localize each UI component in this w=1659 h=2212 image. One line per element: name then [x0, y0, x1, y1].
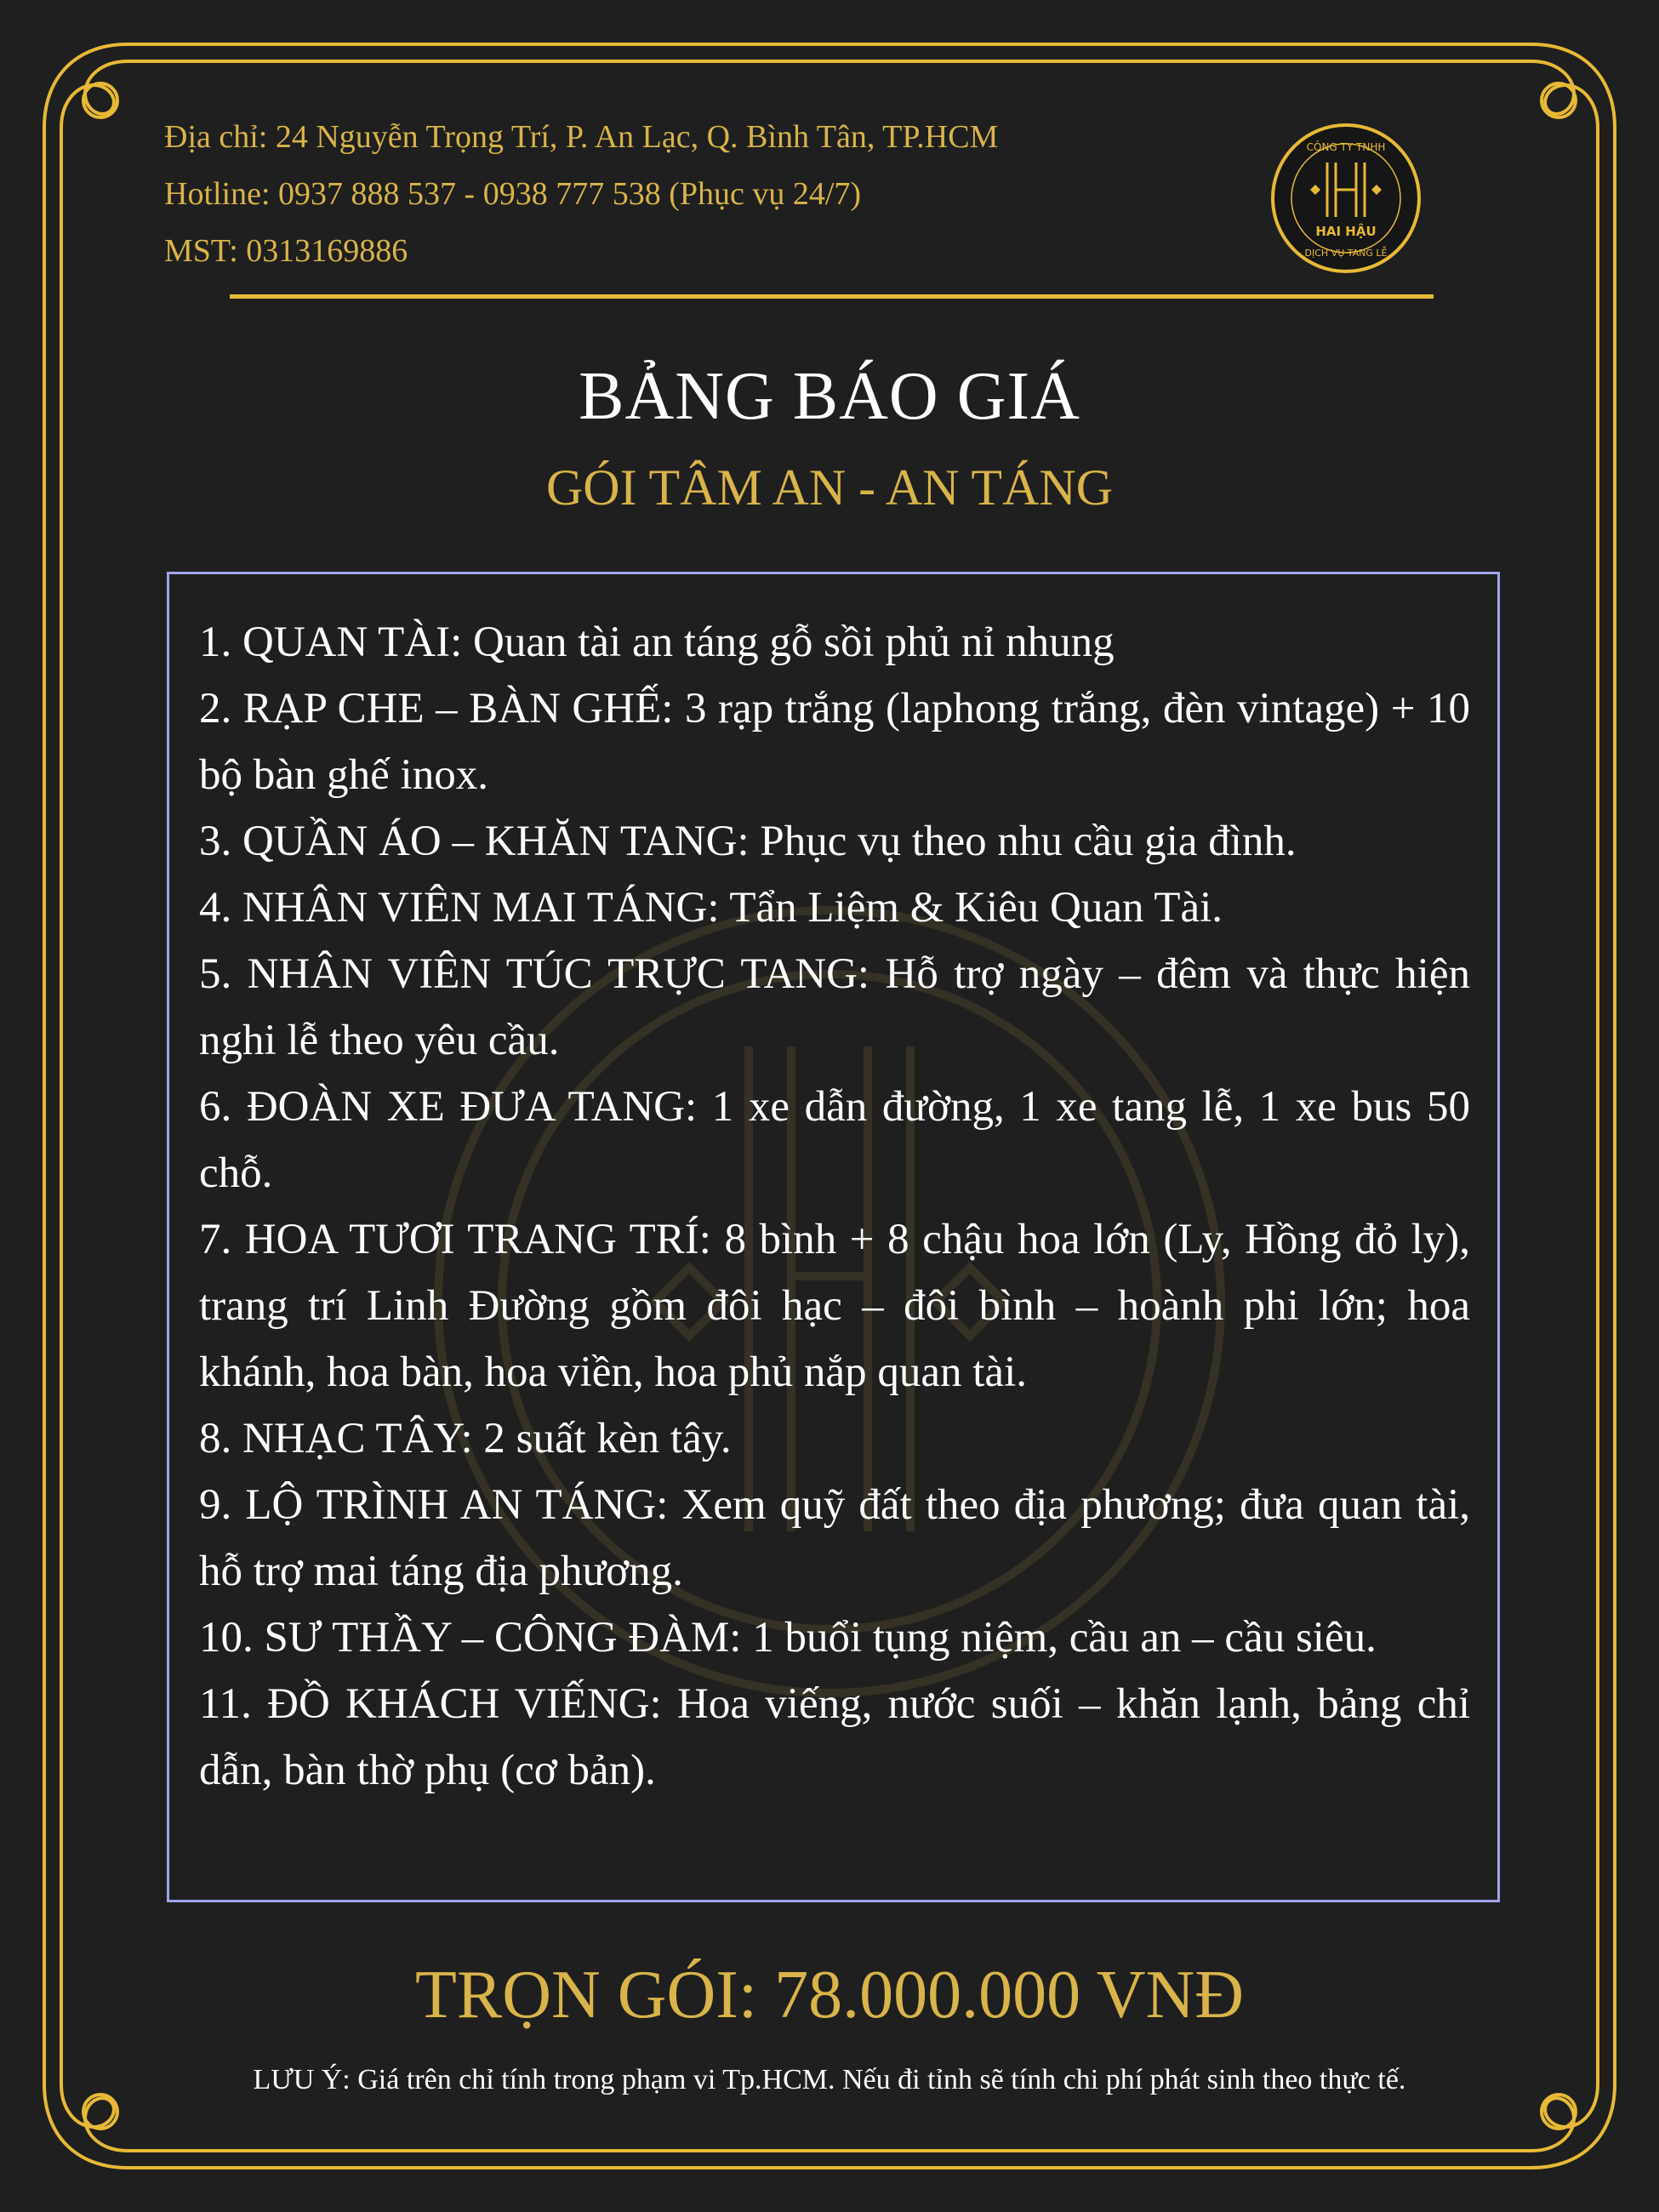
- list-item: 5. NHÂN VIÊN TÚC TRỰC TANG: Hỗ trợ ngày – đêm và thực hiện nghi lễ theo yêu cầu.: [199, 950, 1470, 1064]
- list-item: 6. ĐOÀN XE ĐƯA TANG: 1 xe dẫn đường, 1 xe tang lễ, 1 xe bus 50 chỗ.: [199, 1083, 1470, 1197]
- list-item: 8. NHẠC TÂY: 2 suất kèn tây.: [199, 1415, 732, 1462]
- header-divider: [230, 294, 1434, 299]
- address-text: Địa chỉ: 24 Nguyễn Trọng Trí, P. An Lạc, Q. Bình Tân, TP.HCM: [164, 119, 999, 155]
- logo-name-text: HAI HẬU: [1315, 224, 1377, 239]
- logo-bottom-text: DỊCH VỤ TANG LỄ: [1304, 248, 1388, 259]
- pricing-note: LƯU Ý: Giá trên chỉ tính trong phạm vi Tp.HCM. Nếu đi tỉnh sẽ tính chi phí phát sinh theo thực tế.: [253, 2064, 1406, 2095]
- list-item: 11. ĐỒ KHÁCH VIẾNG: Hoa viếng, nước suối – khăn lạnh, bảng chỉ dẫn, bàn thờ phụ (cơ bản).: [199, 1680, 1470, 1794]
- logo-top-text: CÔNG TY TNHH: [1306, 141, 1386, 153]
- company-logo: [1269, 122, 1422, 275]
- list-item: 3. QUẦN ÁO – KHĂN TANG: Phục vụ theo nhu cầu gia đình.: [199, 818, 1297, 865]
- total-price: TRỌN GÓI: 78.000.000 VNĐ: [414, 1958, 1245, 2032]
- list-item: 1. QUAN TÀI: Quan tài an táng gỗ sồi phủ nỉ nhung: [199, 619, 1115, 666]
- list-item: 4. NHÂN VIÊN MAI TÁNG: Tẩn Liệm & Kiêu Quan Tài.: [199, 884, 1223, 932]
- list-item: 2. RẠP CHE – BÀN GHẾ: 3 rạp trắng (laphong trắng, đèn vintage) + 10 bộ bàn ghế inox.: [199, 685, 1470, 799]
- page-title: BẢNG BÁO GIÁ: [579, 359, 1080, 434]
- list-item: 7. HOA TƯƠI TRANG TRÍ: 8 bình + 8 chậu hoa lớn (Ly, Hồng đỏ ly), trang trí Linh Đường gồm đôi hạc – đôi bình – hoành phi lớn; hoa khánh, hoa bàn, hoa viền, hoa phủ nắp quan tài.: [199, 1216, 1470, 1396]
- list-item: 9. LỘ TRÌNH AN TÁNG: Xem quỹ đất theo địa phương; đưa quan tài, hỗ trợ mai táng địa phương.: [199, 1481, 1470, 1595]
- tax-code-text: MST: 0313169886: [164, 233, 408, 269]
- hotline-text: Hotline: 0937 888 537 - 0938 777 538 (Phục vụ 24/7): [164, 176, 862, 212]
- list-item: 10. SƯ THẦY – CÔNG ĐÀM: 1 buổi tụng niệm, cầu an – cầu siêu.: [199, 1614, 1377, 1662]
- package-subtitle: GÓI TÂM AN - AN TÁNG: [545, 459, 1114, 516]
- company-contact-info: [164, 109, 998, 280]
- service-items-list: [199, 609, 1470, 1804]
